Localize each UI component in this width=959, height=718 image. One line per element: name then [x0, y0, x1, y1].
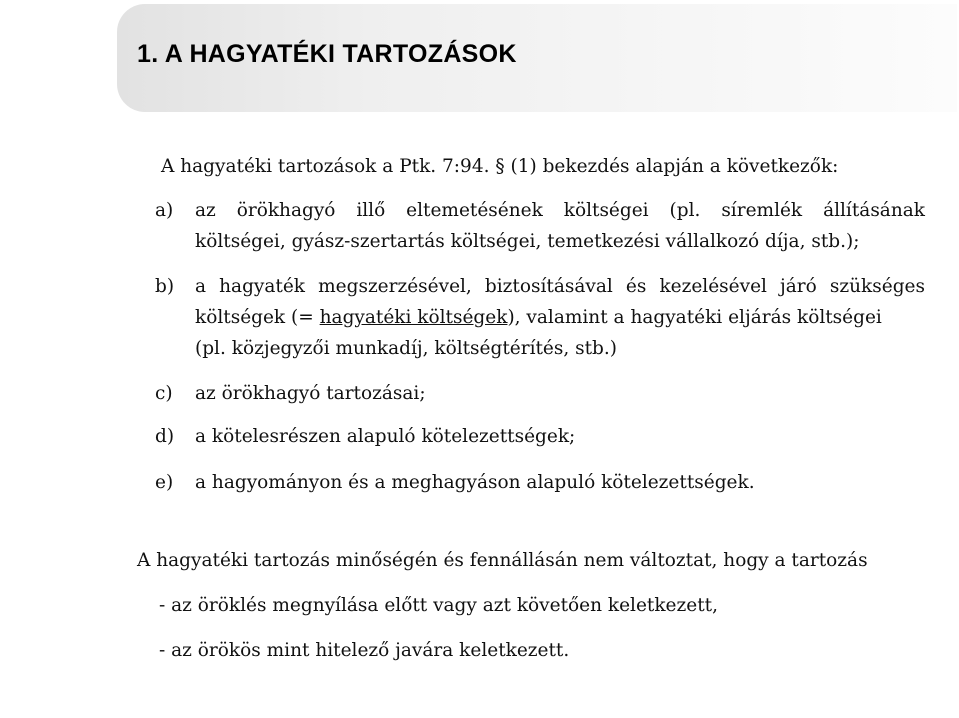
list-item-body: [195, 271, 925, 364]
list-marker: e): [155, 472, 174, 493]
list-item-body: [195, 378, 925, 409]
list-item-line: költségei, gyász-szertartás költségei, temetkezési vállalkozó díja, stb.);: [195, 231, 860, 252]
underlined-term: hagyatéki költségek: [319, 307, 508, 328]
dash-item: - az örökös mint hitelező javára keletkezett.: [159, 640, 570, 661]
text-run: költségek (=: [195, 307, 320, 328]
list-item-line: a kötelesrészen alapuló kötelezettségek;: [195, 426, 576, 447]
page-title: 1. A HAGYATÉKI TARTOZÁSOK: [137, 40, 517, 68]
list-marker: b): [155, 276, 175, 297]
list-marker: c): [155, 383, 173, 404]
summary-text: A hagyatéki tartozás minőségén és fennállásán nem változtat, hogy a tartozás: [137, 550, 868, 571]
list-marker: a): [155, 200, 174, 221]
intro-text: A hagyatéki tartozások a Ptk. 7:94. § (1) bekezdés alapján a következők:: [161, 156, 839, 177]
text-run: ), valamint a hagyatéki eljárás költségei: [507, 307, 882, 328]
list-item-body: [195, 421, 925, 452]
list-item-line: a hagyaték megszerzésével, biztosításával és kezelésével járó szükséges: [195, 276, 925, 297]
list-item-line: [195, 302, 925, 333]
list-item-line: (pl. közjegyzői munkadíj, költségtérítés, stb.): [195, 338, 617, 359]
dash-item: - az öröklés megnyílása előtt vagy azt követően keletkezett,: [159, 595, 718, 616]
list-item-body: [195, 195, 925, 257]
list-item-body: [195, 467, 925, 498]
list-item-line: a hagyományon és a meghagyáson alapuló kötelezettségek.: [195, 472, 755, 493]
list-marker: d): [155, 426, 175, 447]
list-item-line: az örökhagyó illő eltemetésének költségei (pl. síremlék állításának: [195, 200, 925, 221]
list-item-line: az örökhagyó tartozásai;: [195, 383, 426, 404]
